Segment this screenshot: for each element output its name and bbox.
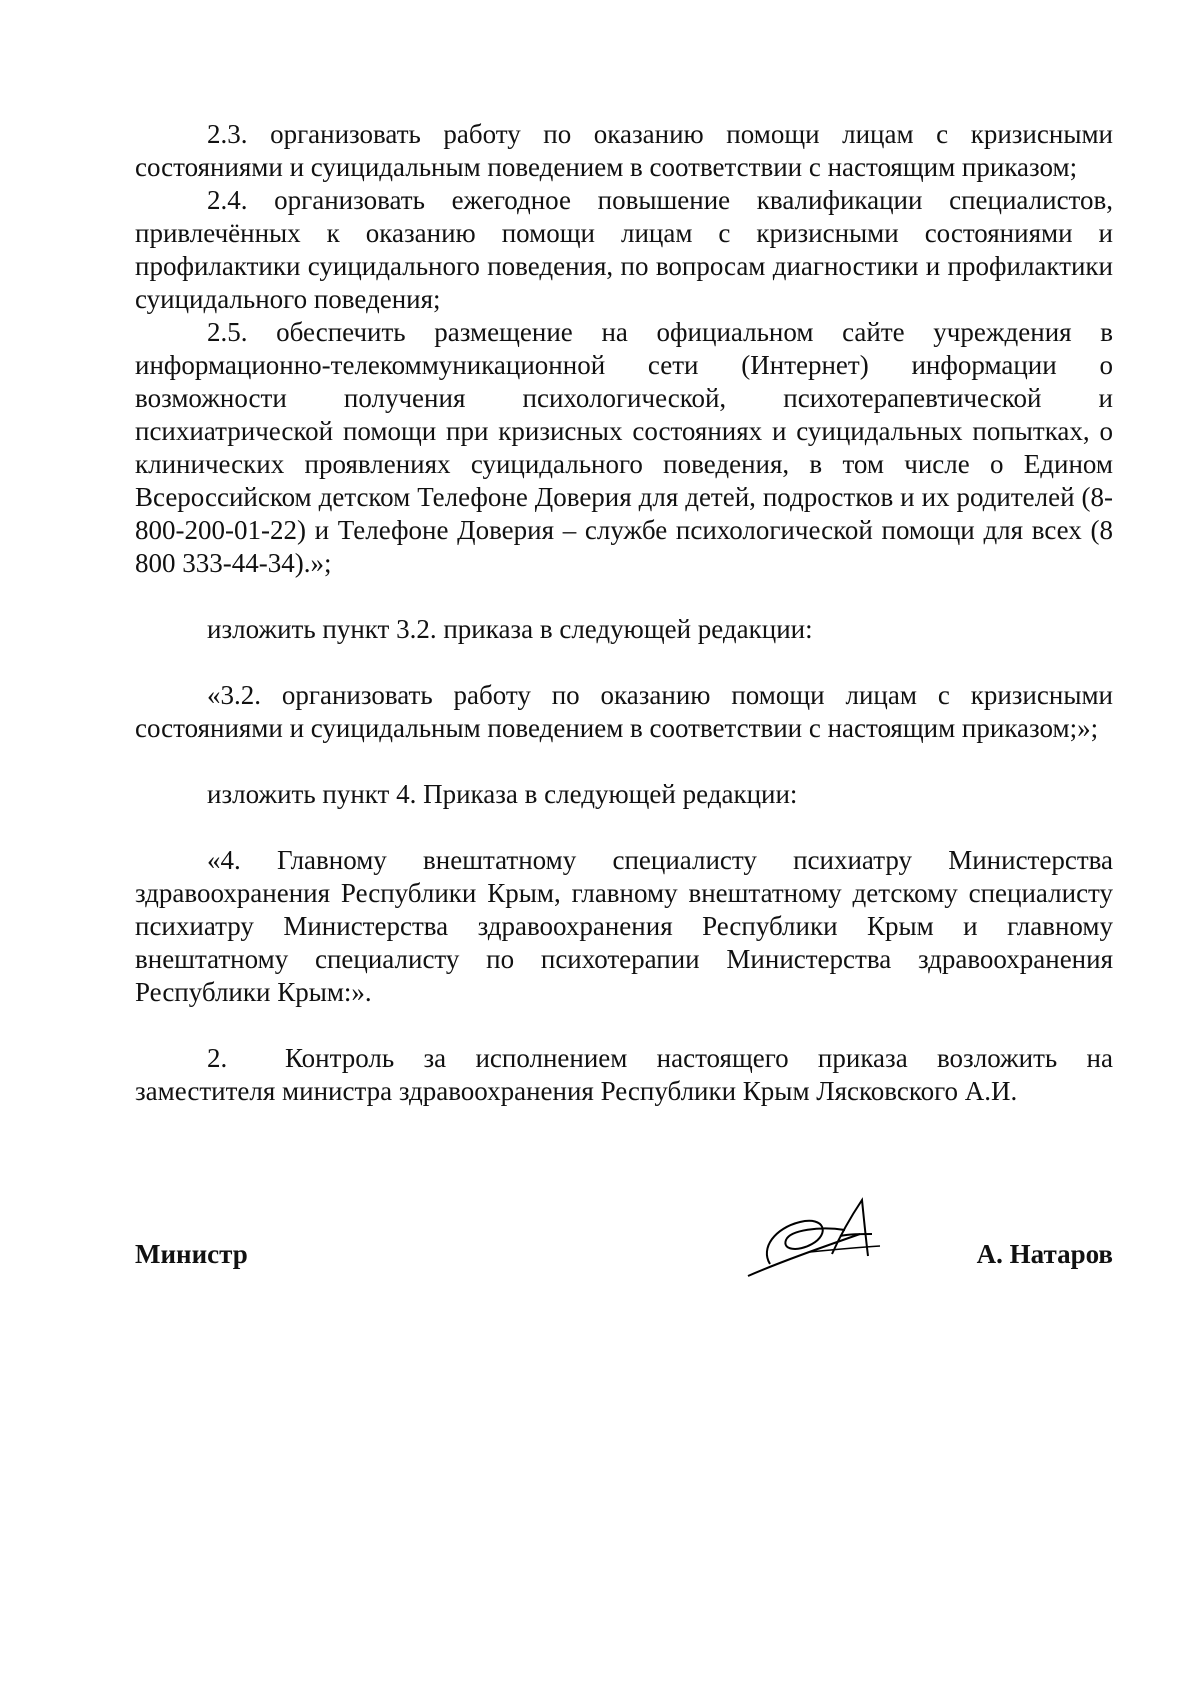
paragraph-2-3: 2.3. организовать работу по оказанию помощи лицам с кризисными состояниями и суицидальным поведением в соответствии с настоящим приказом; bbox=[135, 119, 1113, 182]
paragraph-item-2 bbox=[135, 1042, 1113, 1108]
spacer bbox=[135, 1009, 1113, 1042]
paragraph-2-5: 2.5. обеспечить размещение на официальном сайте учреждения в информационно-телекоммуникационной сети (Интернет) информации о возможности получения психологической, психотерапевтической и психиатрической помощи при кризисных состояниях и суицидальных попытках, о клинических проявлениях суицидального поведения, в том числе о Едином Всероссийском детском Телефоне Доверия для детей, подростков и их родителей (8-800-200-01-22) и Телефоне Доверия – службе психологической помощи для всех (8 800 333-44-34).»; bbox=[135, 317, 1113, 578]
document-body bbox=[135, 118, 1113, 1108]
signatory-title: Министр bbox=[135, 1239, 248, 1269]
signatory-name: А. Натаров bbox=[976, 1239, 1113, 1269]
paragraph-4: «4. Главному внештатному специалисту психиатру Министерства здравоохранения Республики Крым, главному внештатному детскому специалисту психиатру Министерства здравоохранения Республики Крым и главному внештатному специалисту по психотерапии Министерства здравоохранения Республики Крым:». bbox=[135, 845, 1113, 1007]
spacer bbox=[135, 811, 1113, 844]
item-text: Контроль за исполнением настоящего приказа возложить на заместителя министра здравоохранения Республики Крым Лясковского А.И. bbox=[135, 1043, 1113, 1106]
spacer bbox=[135, 646, 1113, 679]
paragraph-3-2: «3.2. организовать работу по оказанию помощи лицам с кризисными состояниями и суицидальным поведением в соответствии с настоящим приказом;»; bbox=[135, 680, 1113, 743]
spacer bbox=[135, 745, 1113, 778]
paragraph-2-4: 2.4. организовать ежегодное повышение квалификации специалистов, привлечённых к оказанию помощи лицам с кризисными состояниями и профилактики суицидального поведения, по вопросам диагностики и профилактики суицидального поведения; bbox=[135, 185, 1113, 314]
signature-block bbox=[135, 1238, 1113, 1278]
spacer bbox=[135, 580, 1113, 613]
instruction-3-2: изложить пункт 3.2. приказа в следующей редакции: bbox=[207, 614, 813, 644]
item-number: 2. bbox=[207, 1043, 228, 1073]
instruction-4: изложить пункт 4. Приказа в следующей редакции: bbox=[207, 779, 798, 809]
